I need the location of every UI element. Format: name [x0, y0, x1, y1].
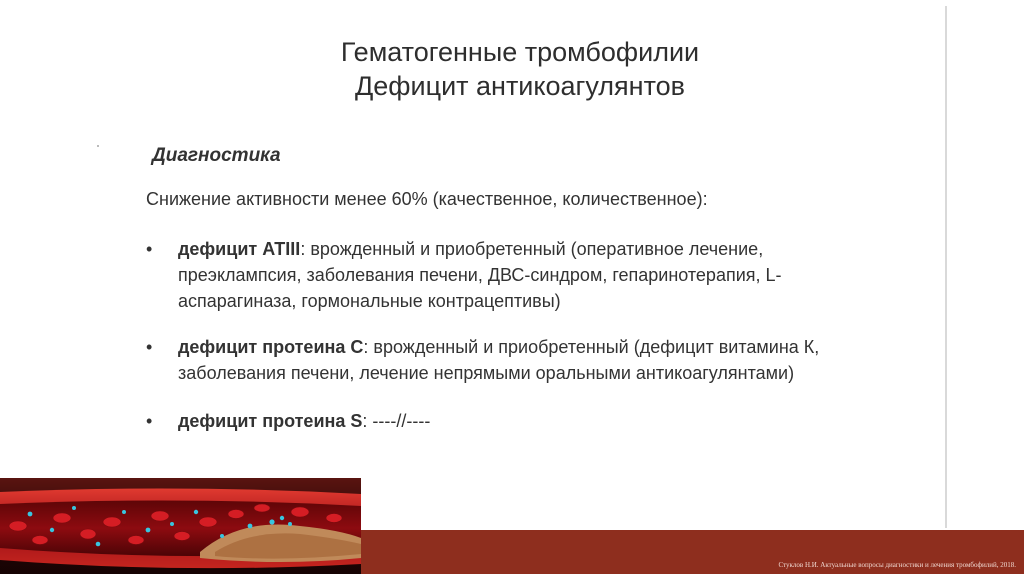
- intro-text: Снижение активности менее 60% (качественное, количественное):: [146, 189, 708, 209]
- bullet-marker: •: [146, 239, 153, 259]
- footer-band: [361, 530, 1024, 574]
- footer-citation: Стуклов Н.И. Актуальные вопросы диагностики и лечения тромбофилий, 2018.: [778, 561, 1016, 569]
- bullet-marker: •: [146, 337, 153, 357]
- bullet-marker: •: [146, 411, 153, 431]
- slide-title: [280, 35, 760, 103]
- bullet-description: : врожденный и приобретенный (дефицит витамина К, заболевания печени, лечение непрямыми оральными антикоагулянтами): [178, 337, 820, 383]
- decorative-dot: [97, 145, 99, 147]
- bullet-text: [178, 236, 878, 314]
- bullet-term: дефицит АТIII: [178, 239, 301, 259]
- bullet-description: : ----//----: [362, 411, 431, 431]
- title-line-2: Дефицит антикоагулянтов: [355, 71, 685, 101]
- bullet-term: дефицит протеина S: [178, 411, 363, 431]
- bullet-text: [178, 408, 878, 434]
- artery-illustration: [0, 478, 361, 574]
- bullet-term: дефицит протеина С: [178, 337, 364, 357]
- bullet-description: : врожденный и приобретенный (оперативное лечение, преэклампсия, заболевания печени, ДВС-синдром, гепаринотерапия, L-аспарагиназа, гормональные контрацептивы): [178, 239, 782, 311]
- right-divider-line: [945, 6, 947, 528]
- bullet-text: [178, 334, 878, 386]
- section-subheading: Диагностика: [152, 145, 281, 166]
- title-line-1: Гематогенные тромбофилии: [340, 37, 700, 67]
